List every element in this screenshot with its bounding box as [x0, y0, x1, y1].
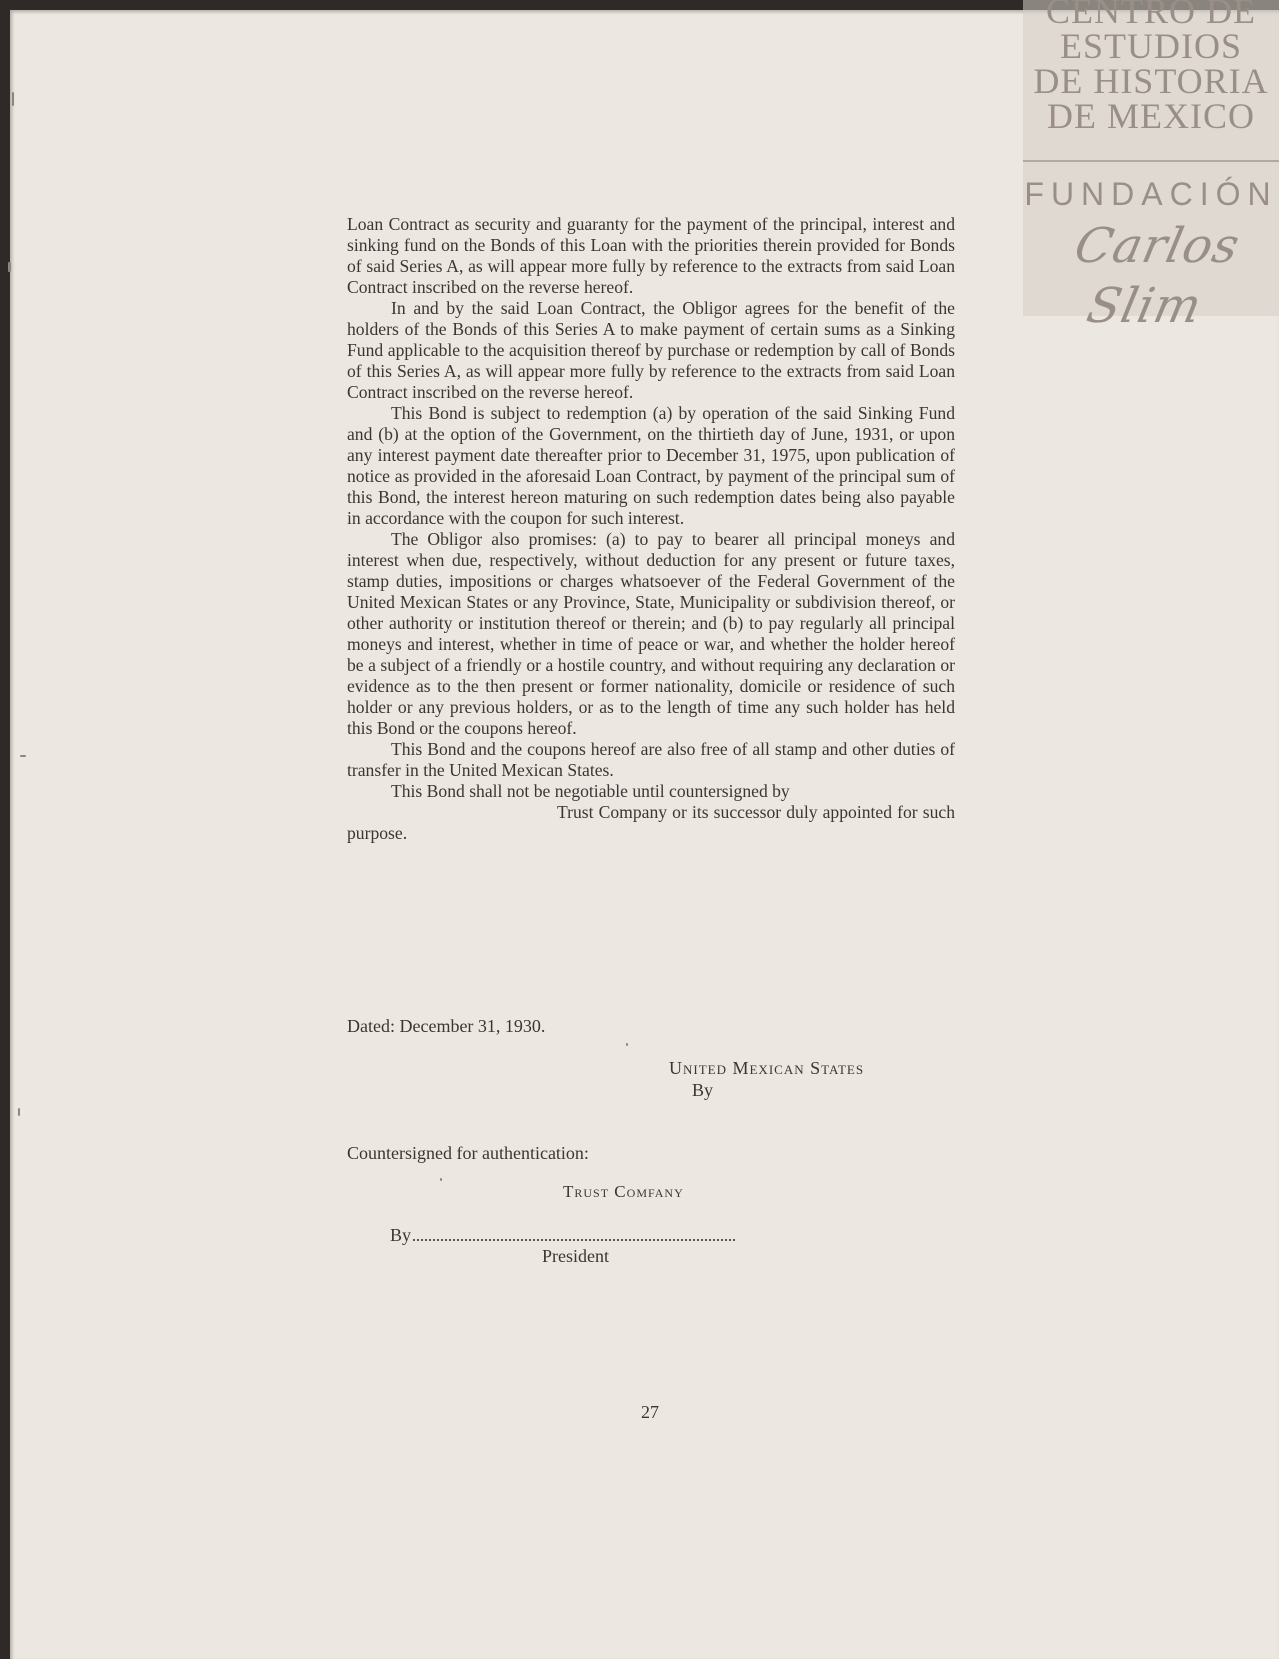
paragraph-trust-company: Trust Company or its successor duly appointed for such purpose. [347, 802, 955, 843]
watermark-signature: Carlos Slim [1069, 218, 1245, 334]
paragraph-sinking-fund: In and by the said Loan Contract, the Obligor agrees for the benefit of the holders of the Bonds of this Series A to make payment of certain sums as a Sinking Fund applicable to the acquisition thereof by purchase or redemption by call of Bonds of this Series A, as will appear more fully by reference to the extracts from said Loan Contract inscribed on the reverse hereof. [347, 298, 955, 402]
watermark-line-2: ESTUDIOS [1059, 26, 1242, 66]
paragraph-negotiable: This Bond shall not be negotiable until countersigned by [391, 781, 790, 801]
dated-line: Dated: December 31, 1930. [347, 1016, 546, 1036]
watermark-divider [1023, 160, 1279, 162]
scan-speck [12, 92, 14, 106]
archive-watermark [1023, 0, 1279, 334]
scan-speck [440, 1178, 442, 1181]
watermark-line-4: DE MEXICO [1047, 96, 1255, 136]
watermark-fundacion: FUNDACIÓN [1024, 176, 1278, 212]
trust-company-name: Trust Comfany [563, 1182, 684, 1201]
page-number: 27 [641, 1402, 659, 1422]
scan-speck [626, 1043, 628, 1046]
scan-speck [20, 755, 26, 757]
issuer-by: By [692, 1080, 714, 1100]
signature-dotted-line [413, 1225, 735, 1241]
countersigned-label: Countersigned for authentication: [347, 1143, 589, 1163]
scan-speck [18, 1108, 20, 1116]
watermark-line-3: DE HISTORIA [1033, 61, 1269, 101]
issuer-name: United Mexican States [669, 1058, 865, 1078]
president-label: President [542, 1246, 609, 1266]
paragraph-security: Loan Contract as security and guaranty for the payment of the principal, interest and sinking fund on the Bonds of this Loan with the priorities therein provided for Bonds of said Series A, as will appear more fully by reference to the extracts from said Loan Contract inscribed on the reverse hereof. [347, 214, 955, 297]
watermark-line-1: CENTRO DE [1046, 0, 1256, 31]
paragraph-stamp-duties: This Bond and the coupons hereof are also free of all stamp and other duties of transfer in the United Mexican States. [347, 739, 955, 780]
paragraph-obligor-promises: The Obligor also promises: (a) to pay to bearer all principal moneys and interest when due, respectively, without deduction for any present or future taxes, stamp duties, impositions or charges whatsoever of the Federal Government of the United Mexican States or any Province, State, Municipality or subdivision thereof, or other authority or institution thereof or therein; and (b) to pay regularly all principal moneys and interest, whether in time of peace or war, and whether the holder hereof be a subject of a friendly or a hostile country, and without requiring any declaration or evidence as to the then present or former nationality, domicile or residence of such holder or any previous holders, or as to the length of time any such holder has held this Bond or the coupons hereof. [347, 529, 955, 738]
trust-signature-line [390, 1225, 735, 1246]
scan-speck [8, 262, 11, 272]
paragraph-redemption: This Bond is subject to redemption (a) by operation of the said Sinking Fund and (b) at the option of the Government, on the thirtieth day of June, 1931, or upon any interest payment date thereafter prior to December 31, 1975, upon publication of notice as provided in the aforesaid Loan Contract, by payment of the principal sum of this Bond, the interest hereon maturing on such redemption dates being also payable in accordance with the coupon for such interest. [347, 403, 955, 528]
trust-by-label: By [390, 1225, 412, 1245]
bond-body-text [347, 214, 955, 844]
